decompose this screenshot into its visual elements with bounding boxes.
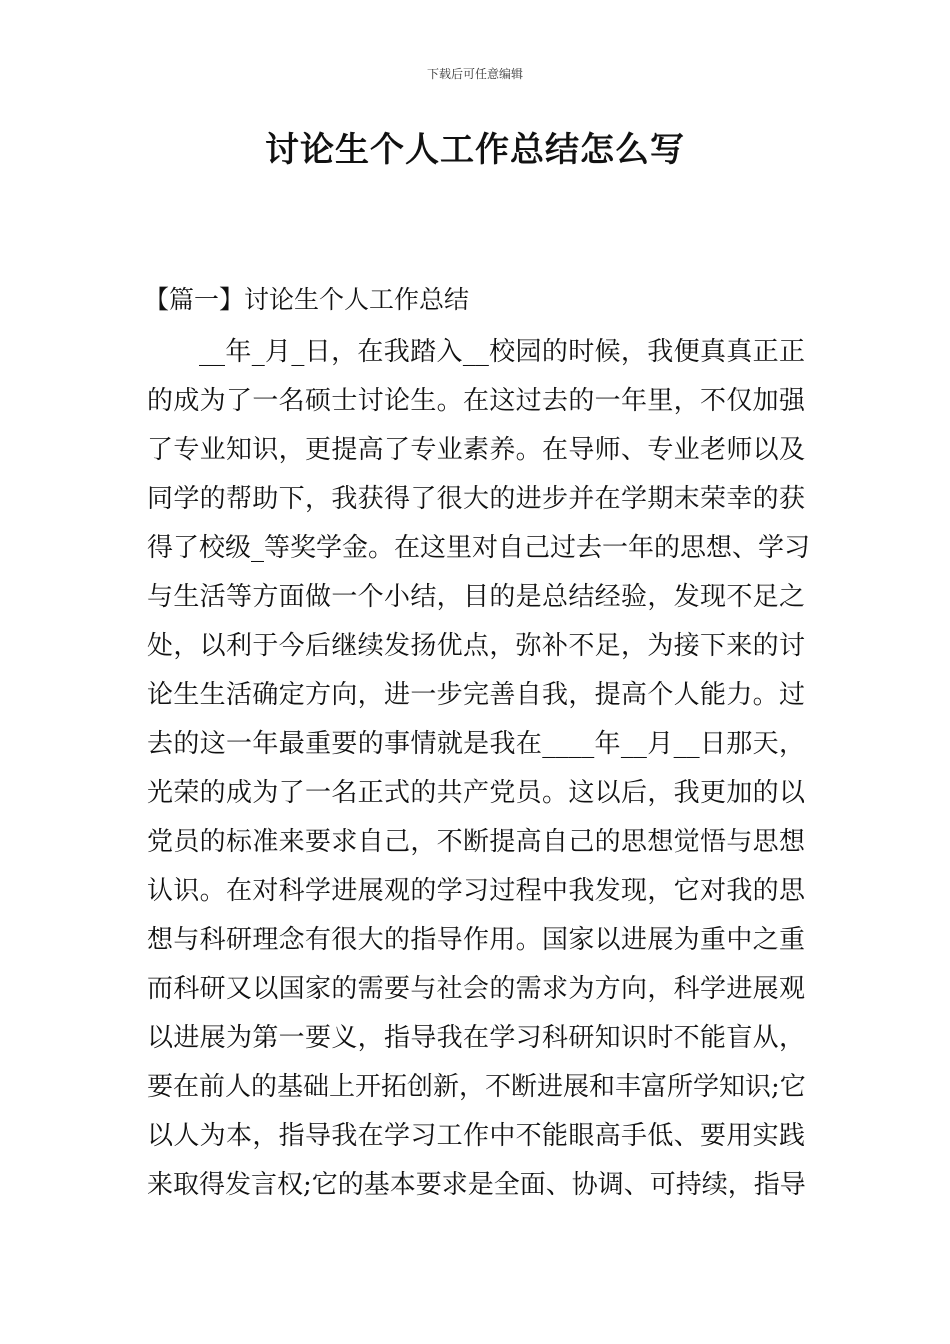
text-line: 与生活等方面做一个小结，目的是总结经验，发现不足之	[147, 582, 805, 612]
text-line: 同学的帮助下，我获得了很大的进步并在学期末荣幸的获	[147, 484, 805, 514]
text-line: 党员的标准来要求自己，不断提高自己的思想觉悟与思想	[147, 827, 805, 857]
text-line: 认识。在对科学进展观的学习过程中我发现，它对我的思	[147, 876, 805, 906]
text-line: 而科研又以国家的需要与社会的需求为方向，科学进展观	[147, 974, 805, 1004]
body-paragraph	[147, 328, 811, 1210]
text-line: 以进展为第一要义，指导我在学习科研知识时不能盲从，	[147, 1023, 805, 1053]
text-line: 得了校级_等奖学金。在这里对自己过去一年的思想、学习	[147, 533, 811, 563]
text-line: 光荣的成为了一名正式的共产党员。这以后，我更加的以	[147, 778, 805, 808]
text-line: 了专业知识，更提高了专业素养。在导师、专业老师以及	[147, 435, 805, 465]
section-heading: 【篇一】讨论生个人工作总结	[144, 285, 470, 314]
text-line: 处，以利于今后继续发扬优点，弥补不足，为接下来的讨	[147, 631, 805, 661]
header-note: 下载后可任意编辑	[426, 67, 523, 81]
text-line: 来取得发言权;它的基本要求是全面、协调、可持续，指导	[147, 1170, 806, 1200]
text-line: 的成为了一名硕士讨论生。在这过去的一年里，不仅加强	[147, 386, 805, 416]
text-line: 论生生活确定方向，进一步完善自我，提高个人能力。过	[147, 680, 805, 710]
text-line: 想与科研理念有很大的指导作用。国家以进展为重中之重	[147, 925, 805, 955]
text-line: __年_月_日，在我踏入__校园的时候，我便真真正正	[199, 337, 805, 367]
text-line: 要在前人的基础上开拓创新，不断进展和丰富所学知识;它	[147, 1072, 806, 1102]
text-line: 去的这一年最重要的事情就是我在____年__月__日那天，	[147, 729, 805, 759]
text-line: 以人为本，指导我在学习工作中不能眼高手低、要用实践	[147, 1121, 805, 1151]
document-title: 讨论生个人工作总结怎么写	[265, 130, 685, 170]
